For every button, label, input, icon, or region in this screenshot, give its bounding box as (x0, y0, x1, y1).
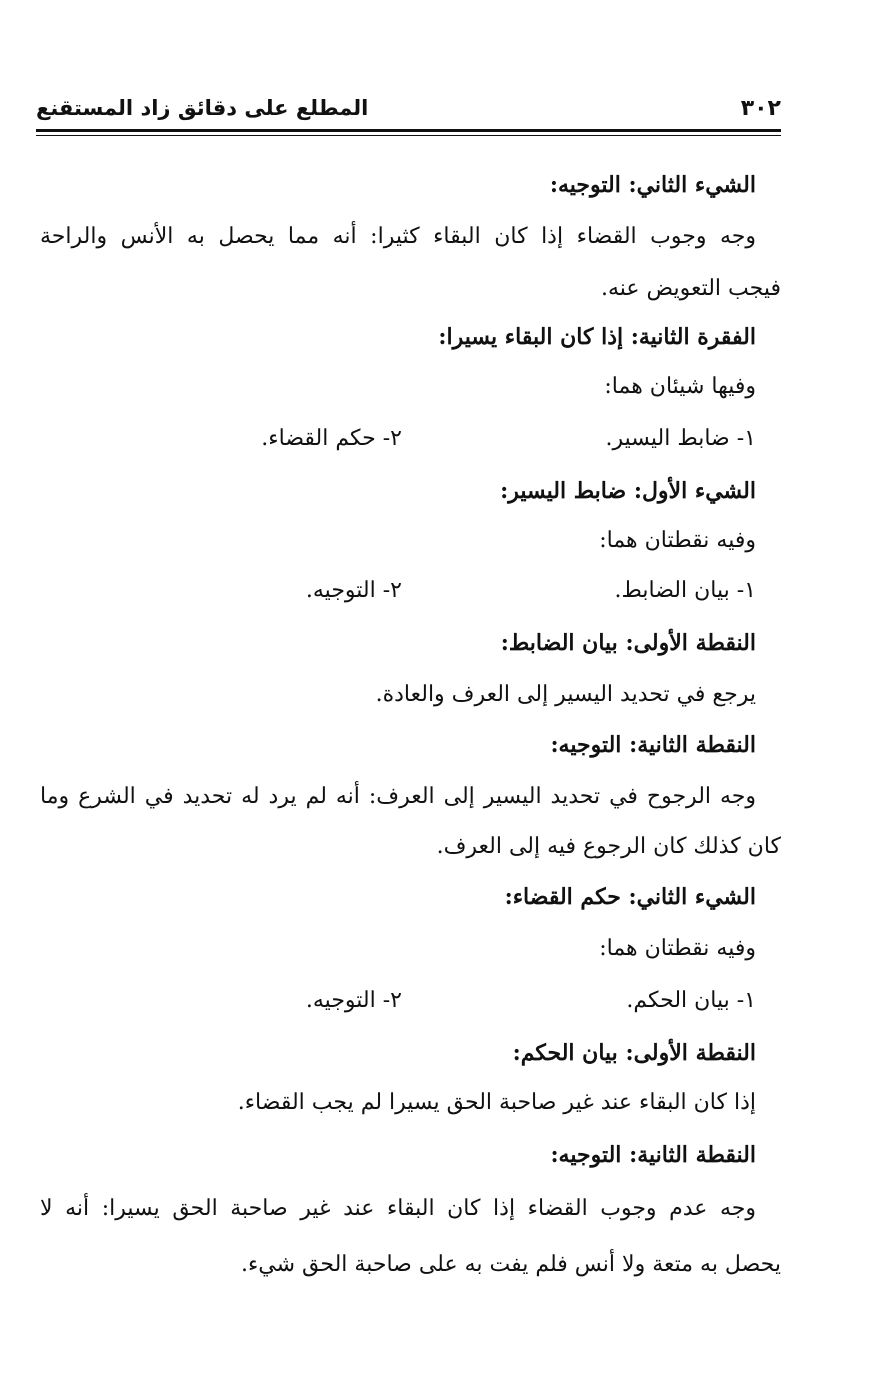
header-rule-thick (36, 129, 781, 132)
page-number: ٣٠٢ (740, 95, 781, 121)
list-item: ٢- التوجيه. (305, 578, 402, 603)
subheading: النقطة الثانية: التوجيه: (550, 732, 756, 758)
subheading: الفقرة الثانية: إذا كان البقاء يسيرا: (438, 324, 756, 350)
paragraph-line: كان كذلك كان الرجوع فيه إلى العرف. (436, 834, 781, 859)
list-item: ١- بيان الحكم. (626, 988, 756, 1013)
paragraph-line: وجه عدم وجوب القضاء إذا كان البقاء عند غير صاحبة الحق يسيرا: أنه لا (40, 1196, 756, 1221)
list-item: ١- بيان الضابط. (614, 578, 756, 603)
paragraph-line: وفيه نقطتان هما: (599, 936, 756, 961)
paragraph-line: يرجع في تحديد اليسير إلى العرف والعادة. (375, 682, 756, 707)
paragraph-line: فيجب التعويض عنه. (600, 276, 781, 301)
paragraph-line: وفيه نقطتان هما: (599, 528, 756, 553)
paragraph-line: وجه وجوب القضاء إذا كان البقاء كثيرا: أنه مما يحصل به الأنس والراحة (40, 224, 756, 249)
paragraph-line: يحصل به متعة ولا أنس فلم يفت به على صاحبة الحق شيء. (240, 1252, 781, 1277)
book-title: المطلع على دقائق زاد المستقنع (36, 96, 369, 120)
paragraph-line: وجه الرجوح في تحديد اليسير إلى العرف: أنه لم يرد له تحديد في الشرع وما (40, 784, 756, 809)
header-rule-thin (36, 135, 781, 136)
list-pair (156, 572, 756, 610)
subheading: الشيء الثاني: التوجيه: (549, 172, 756, 198)
paragraph-line: وفيها شيئان هما: (604, 374, 756, 399)
list-pair (156, 420, 756, 458)
subheading: الشيء الأول: ضابط اليسير: (500, 478, 756, 504)
list-item: ٢- حكم القضاء. (261, 426, 402, 451)
subheading: الشيء الثاني: حكم القضاء: (504, 884, 756, 910)
subheading: النقطة الأولى: بيان الضابط: (500, 630, 756, 656)
list-item: ١- ضابط اليسير. (605, 426, 756, 451)
paragraph-line: إذا كان البقاء عند غير صاحبة الحق يسيرا لم يجب القضاء. (237, 1090, 756, 1115)
list-item: ٢- التوجيه. (305, 988, 402, 1013)
subheading: النقطة الثانية: التوجيه: (550, 1142, 756, 1168)
page-header (36, 90, 781, 126)
subheading: النقطة الأولى: بيان الحكم: (512, 1040, 756, 1066)
list-pair (156, 982, 756, 1020)
